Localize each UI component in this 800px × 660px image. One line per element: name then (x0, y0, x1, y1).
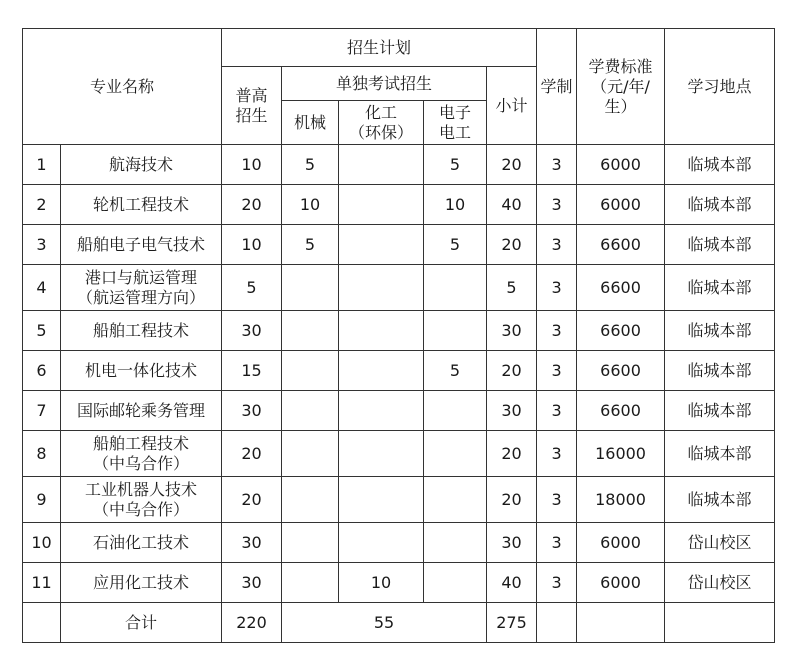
subtotal-count: 5 (487, 265, 537, 311)
mechanical-count: 5 (282, 225, 339, 265)
header-fee: 学费标准 （元/年/ 生） (577, 29, 665, 145)
mechanical-count (282, 391, 339, 431)
tuition-fee: 6600 (577, 265, 665, 311)
table-row (23, 185, 775, 225)
table-row (23, 351, 775, 391)
total-separate: 55 (282, 603, 487, 643)
total-duration (537, 603, 577, 643)
header-row-1 (23, 29, 775, 67)
chemical-count: 10 (339, 563, 424, 603)
row-number: 9 (23, 477, 61, 523)
tuition-fee: 6600 (577, 311, 665, 351)
header-general: 普高 招生 (222, 67, 282, 145)
chemical-count (339, 351, 424, 391)
table-row (23, 523, 775, 563)
row-number: 8 (23, 431, 61, 477)
row-number: 3 (23, 225, 61, 265)
duration-years: 3 (537, 431, 577, 477)
table-row (23, 311, 775, 351)
header-separate-exam: 单独考试招生 (282, 67, 487, 101)
subtotal-count: 20 (487, 431, 537, 477)
study-location: 临城本部 (665, 351, 775, 391)
study-location: 临城本部 (665, 477, 775, 523)
electronic-count (424, 391, 487, 431)
enrollment-table-container (22, 28, 775, 643)
general-count: 30 (222, 523, 282, 563)
general-count: 30 (222, 311, 282, 351)
mechanical-count (282, 311, 339, 351)
major-name: 国际邮轮乘务管理 (61, 391, 222, 431)
duration-years: 3 (537, 391, 577, 431)
mechanical-count (282, 523, 339, 563)
mechanical-count (282, 477, 339, 523)
electronic-count: 5 (424, 145, 487, 185)
enrollment-plan-table (22, 28, 775, 643)
study-location: 临城本部 (665, 145, 775, 185)
tuition-fee: 16000 (577, 431, 665, 477)
major-name: 港口与航运管理 （航运管理方向） (61, 265, 222, 311)
chemical-count (339, 477, 424, 523)
tuition-fee: 6600 (577, 391, 665, 431)
header-location: 学习地点 (665, 29, 775, 145)
table-row (23, 145, 775, 185)
row-number: 4 (23, 265, 61, 311)
mechanical-count (282, 351, 339, 391)
major-name: 应用化工技术 (61, 563, 222, 603)
mechanical-count (282, 265, 339, 311)
row-number: 2 (23, 185, 61, 225)
subtotal-count: 20 (487, 351, 537, 391)
electronic-count (424, 523, 487, 563)
tuition-fee: 6000 (577, 523, 665, 563)
chemical-count (339, 265, 424, 311)
table-row (23, 265, 775, 311)
table-row (23, 563, 775, 603)
total-label: 合计 (61, 603, 222, 643)
tuition-fee: 6000 (577, 185, 665, 225)
electronic-count (424, 431, 487, 477)
tuition-fee: 6600 (577, 351, 665, 391)
subtotal-count: 30 (487, 523, 537, 563)
mechanical-count: 10 (282, 185, 339, 225)
header-enrollment-plan: 招生计划 (222, 29, 537, 67)
chemical-count (339, 523, 424, 563)
duration-years: 3 (537, 351, 577, 391)
subtotal-count: 30 (487, 391, 537, 431)
row-number: 5 (23, 311, 61, 351)
header-subtotal: 小计 (487, 67, 537, 145)
subtotal-count: 40 (487, 185, 537, 225)
study-location: 岱山校区 (665, 523, 775, 563)
general-count: 20 (222, 185, 282, 225)
total-location (665, 603, 775, 643)
total-general: 220 (222, 603, 282, 643)
major-name: 航海技术 (61, 145, 222, 185)
header-duration: 学制 (537, 29, 577, 145)
row-number: 7 (23, 391, 61, 431)
header-electronic: 电子 电工 (424, 101, 487, 145)
table-row (23, 477, 775, 523)
mechanical-count (282, 563, 339, 603)
mechanical-count: 5 (282, 145, 339, 185)
tuition-fee: 6600 (577, 225, 665, 265)
subtotal-count: 20 (487, 145, 537, 185)
general-count: 10 (222, 225, 282, 265)
duration-years: 3 (537, 311, 577, 351)
study-location: 临城本部 (665, 391, 775, 431)
major-name: 船舶工程技术 (61, 311, 222, 351)
row-number: 10 (23, 523, 61, 563)
electronic-count: 10 (424, 185, 487, 225)
study-location: 临城本部 (665, 265, 775, 311)
study-location: 岱山校区 (665, 563, 775, 603)
major-name: 船舶工程技术 （中乌合作） (61, 431, 222, 477)
header-major-name: 专业名称 (23, 29, 222, 145)
general-count: 20 (222, 431, 282, 477)
duration-years: 3 (537, 145, 577, 185)
subtotal-count: 20 (487, 477, 537, 523)
electronic-count (424, 311, 487, 351)
study-location: 临城本部 (665, 311, 775, 351)
major-name: 船舶电子电气技术 (61, 225, 222, 265)
electronic-count: 5 (424, 225, 487, 265)
total-row (23, 603, 775, 643)
chemical-count (339, 145, 424, 185)
duration-years: 3 (537, 523, 577, 563)
subtotal-count: 40 (487, 563, 537, 603)
chemical-count (339, 185, 424, 225)
mechanical-count (282, 431, 339, 477)
study-location: 临城本部 (665, 185, 775, 225)
row-number: 1 (23, 145, 61, 185)
general-count: 5 (222, 265, 282, 311)
electronic-count (424, 265, 487, 311)
major-name: 工业机器人技术 （中乌合作） (61, 477, 222, 523)
header-mechanical: 机械 (282, 101, 339, 145)
electronic-count (424, 563, 487, 603)
general-count: 30 (222, 391, 282, 431)
chemical-count (339, 431, 424, 477)
total-row-number (23, 603, 61, 643)
study-location: 临城本部 (665, 431, 775, 477)
table-row (23, 225, 775, 265)
major-name: 石油化工技术 (61, 523, 222, 563)
subtotal-count: 20 (487, 225, 537, 265)
general-count: 15 (222, 351, 282, 391)
study-location: 临城本部 (665, 225, 775, 265)
major-name: 轮机工程技术 (61, 185, 222, 225)
electronic-count: 5 (424, 351, 487, 391)
chemical-count (339, 311, 424, 351)
total-fee (577, 603, 665, 643)
general-count: 30 (222, 563, 282, 603)
general-count: 10 (222, 145, 282, 185)
row-number: 11 (23, 563, 61, 603)
duration-years: 3 (537, 225, 577, 265)
tuition-fee: 6000 (577, 563, 665, 603)
row-number: 6 (23, 351, 61, 391)
duration-years: 3 (537, 265, 577, 311)
subtotal-count: 30 (487, 311, 537, 351)
chemical-count (339, 391, 424, 431)
duration-years: 3 (537, 563, 577, 603)
major-name: 机电一体化技术 (61, 351, 222, 391)
duration-years: 3 (537, 477, 577, 523)
chemical-count (339, 225, 424, 265)
general-count: 20 (222, 477, 282, 523)
tuition-fee: 6000 (577, 145, 665, 185)
table-row (23, 391, 775, 431)
tuition-fee: 18000 (577, 477, 665, 523)
header-chemical: 化工 （环保） (339, 101, 424, 145)
table-row (23, 431, 775, 477)
total-subtotal: 275 (487, 603, 537, 643)
duration-years: 3 (537, 185, 577, 225)
electronic-count (424, 477, 487, 523)
